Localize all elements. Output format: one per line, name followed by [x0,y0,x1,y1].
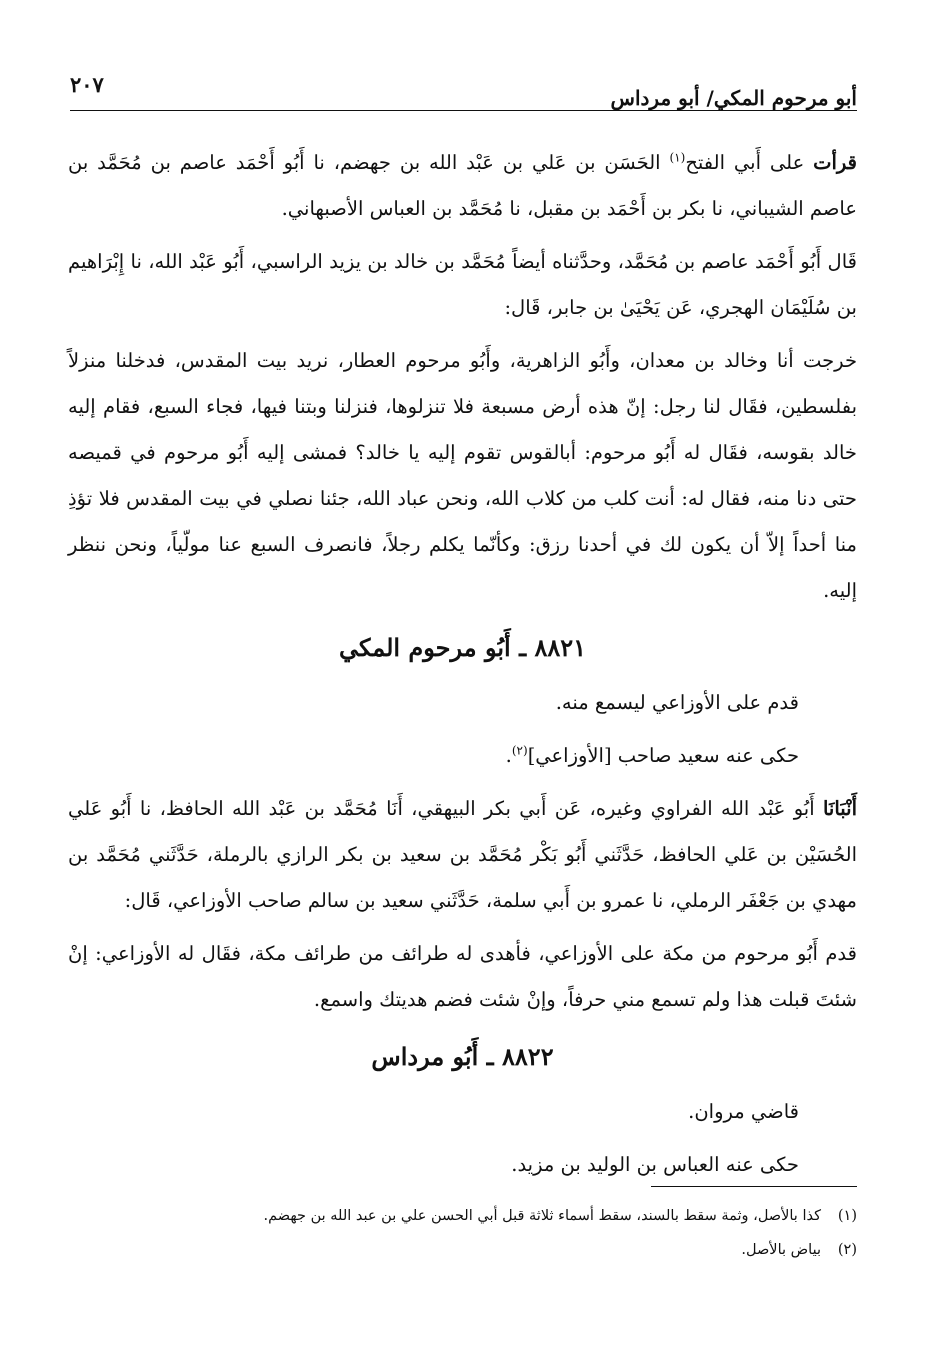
entry-heading-8821: ٨٨٢١ ـ أَبُو مرحوم المكي [338,633,587,662]
paragraph-text: . [505,744,512,767]
entry-line: قاضي مروان. [688,1100,799,1123]
entry-line [68,733,799,779]
footnote-text: كذا بالأصل، وثمة سقط بالسند، سقط أسماء ثلاثة قبل أبي الحسن علي بن عبد الله بن جهضم. [263,1208,821,1224]
footnote-marker: (١) [669,150,686,165]
isnad-paragraph-1 [68,140,857,232]
main-text [68,140,857,1195]
entry-line: حكى عنه العباس بن الوليد بن مزيد. [511,1153,799,1176]
footnote-marker: (٢) [511,743,528,758]
footnote-divider [651,1186,857,1187]
footnote-number: (٢) [837,1242,857,1258]
entry-heading-8822: ٨٨٢٢ ـ أَبُو مرداس [371,1042,554,1071]
running-title: أبو مرحوم المكي/ أبو مرداس [610,86,857,110]
page-header [70,70,857,111]
narrative-paragraph: خرجت أنا وخالد بن معدان، وأَبُو الزاهرية، وأَبُو مرحوم العطار، نريد بيت المقدس، فدخلنا منزلاً بفلسطين، فقَال لنا رجل: إنّ هذه أرض مسبعة فلا تنزلوها، فنزلنا وبتنا فيها، فجاء السبع، فقام إليه خالد بقوسه، فقَال له أَبُو مرحوم: أبالقوس تقوم إليه يا خالد؟ فمشى إليه أَبُو مرحوم في قميصه حتى دنا منه، فقال له: أنت كلب من كلاب الله، ونحن عباد الله، جئنا نصلي في بيت المقدس فلا تؤذِ منا أحداً إلاّ أن يكون لك في أحدنا رزق: وكأنّما يكلم رجلاً، فانصرف السبع عنا مولّياً، ونحن ننظر إليه. [68,349,857,602]
footnote-number: (١) [837,1208,857,1224]
paragraph-text: حكى عنه سعيد صاحب [الأوزاعي] [527,744,799,767]
paragraph-text: على أَبي الفتح [685,151,814,174]
entry-line: قدم على الأوزاعي ليسمع منه. [555,691,799,714]
footnote-2 [68,1233,857,1267]
lead-word: قرأت [813,151,857,174]
page-number: ٢٠٧ [70,72,104,97]
isnad-paragraph-2: قَال أَبُو أَحْمَد عاصم بن مُحَمَّد، وحدَّثناه أيضاً مُحَمَّد بن خالد بن يزيد الراسبي، أَبُو عَبْد الله، نا إِبْرَاهيم بن سُلَيْمَان الهجري، عَن يَحْيَىٰ بن جابر، قَال: [68,250,857,319]
paragraph-text: الحَسَن بن عَلي بن عَبْد الله بن جهضم، نا أَبُو أَحْمَد عاصم بن مُحَمَّد بن عاصم الشيباني، نا بكر بن أَحْمَد بن مقبل، نا مُحَمَّد بن العباس الأصبهاني. [68,151,857,220]
narrative-paragraph-2: قدم أَبُو مرحوم من مكة على الأوزاعي، فأهدى له طرائف من طرائف مكة، فقَال له الأوزاعي: إنْ شئتَ قبلت هذا ولم تسمع مني حرفاً، وإنْ شئت فضم هديتك واسمع. [68,942,857,1011]
footnote-1 [68,1199,857,1233]
isnad-paragraph-3 [68,786,857,924]
footnote-text: بياض بالأصل. [741,1242,821,1258]
footnotes [68,1186,857,1267]
paragraph-text: أَبُو عَبْد الله الفراوي وغيره، عَن أَبي بكر البيهقي، أَنَا مُحَمَّد بن عَبْد الله الحافظ، نا أَبُو عَلي الحُسَيْن بن عَلي الحافظ، حَدَّثَني أَبُو بَكْر مُحَمَّد بن سعيد بن بكر الرازي بالرملة، حَدَّثَني مُحَمَّد بن مهدي بن جَعْفَر الرملي، نا عمرو بن أَبي سلمة، حَدَّثَني سعيد بن سالم صاحب الأوزاعي، قَال: [68,797,857,912]
lead-word: أَنْبَانَا [822,797,857,820]
